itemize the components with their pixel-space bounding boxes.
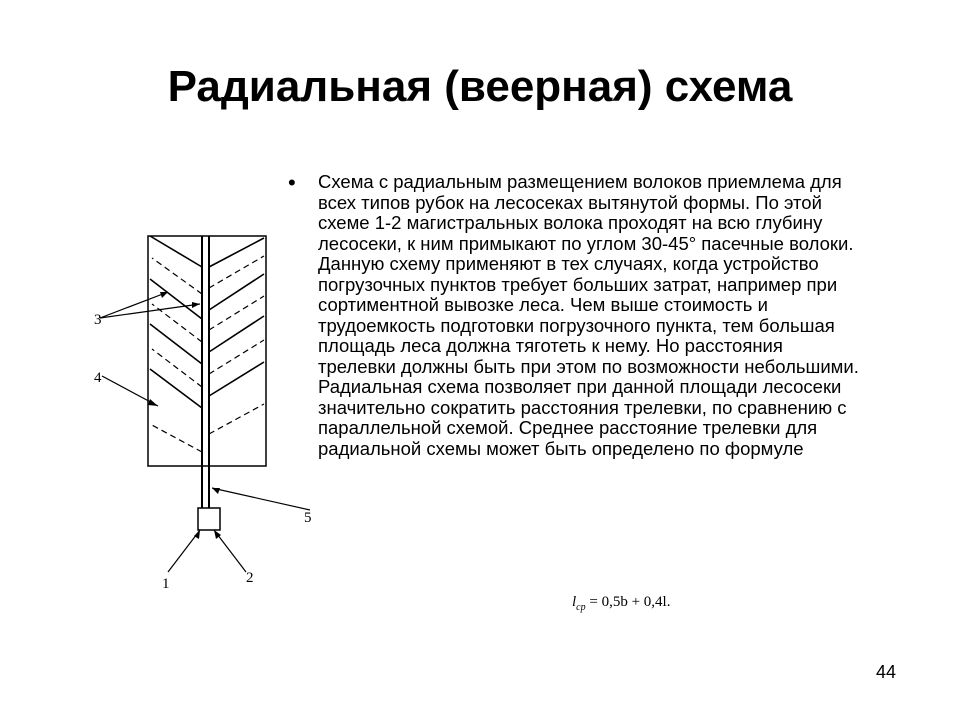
label-1: 1: [162, 576, 170, 592]
bullet-marker: •: [288, 170, 296, 195]
right-trail-dashed: [209, 256, 264, 288]
right-trail-dashed: [209, 340, 264, 374]
formula-lhs-sub: ср: [576, 602, 586, 613]
slide-title: Радиальная (веерная) схема: [167, 62, 793, 111]
left-trail: [150, 279, 202, 319]
right-trail: [209, 274, 264, 310]
right-trail: [209, 362, 264, 396]
callout-5: [212, 488, 310, 510]
right-trail-dashed: [209, 296, 264, 330]
right-trail-dashed: [209, 404, 264, 434]
left-trail-dashed: [150, 424, 202, 452]
left-trail: [150, 369, 202, 408]
body-paragraph: Схема с радиальным размещением волоков приемлема для всех типов рубок на лесосеках вытянутой формы. По этой схеме 1-2 магистральных волока проходят на всю глубину лесосеки, к ним примыкают по углом 30-45° пасечные волоки. Данную схему применяют в тех случаях, когда устройство погрузочных пунктов требует больших затрат, например при сортиментной вывозке леса. Чем выше стоимость и трудоемкость подготовки погрузочного пункта, тем большая площадь леса должна тяготеть к нему. Но расстояния трелевки должны быть при этом по возможности небольшими. Радиальная схема позволяет при данной площади лесосеки значительно сократить расстояния трелевки, по сравнению с параллельной схемой. Среднее расстояние трелевки для радиальной схемы может быть определено по формуле: [318, 171, 859, 459]
loading-point: [198, 508, 220, 530]
left-trail-dashed: [152, 349, 202, 387]
right-trail: [209, 316, 264, 352]
left-trail: [150, 324, 202, 364]
formula-lhs-var: l: [572, 594, 577, 610]
cutting-area-outline: [148, 236, 266, 466]
label-4: 4: [94, 370, 102, 386]
label-3: 3: [94, 312, 102, 328]
radial-skidding-diagram: [88, 212, 320, 600]
label-2: 2: [246, 570, 254, 586]
callout-3b: [100, 304, 200, 318]
formula: [572, 594, 670, 613]
label-5: 5: [304, 510, 312, 526]
page-number: 44: [876, 662, 897, 682]
right-trail: [209, 238, 264, 267]
callout-3a: [100, 292, 168, 318]
formula-rhs: = 0,5b + 0,4l.: [589, 594, 671, 610]
